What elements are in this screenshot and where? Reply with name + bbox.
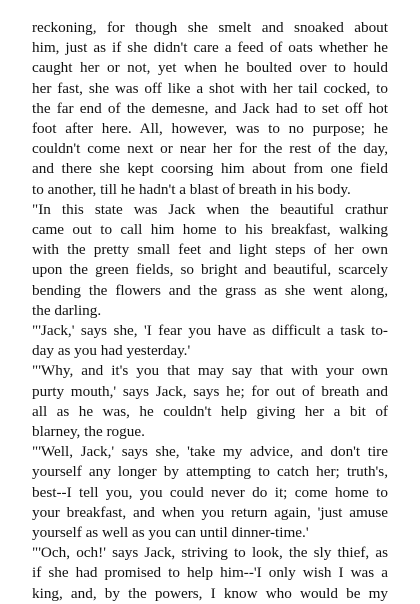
text-line: "'Jack,' says she, 'I fear you have as difficult a task to- (32, 322, 388, 340)
paragraph (32, 361, 388, 442)
text-line: best--I tell you, you could never do it; come home to (32, 483, 388, 501)
text-line: blarney, the rogue. (32, 423, 145, 441)
text-line: "'Och, och!' says Jack, striving to look, the sly thief, as (32, 544, 388, 562)
text-line: with the pretty small feet and light steps of her own (32, 241, 388, 259)
text-line: to another, till he hadn't a blast of breath in his body. (32, 180, 351, 198)
text-line: "'Well, Jack,' says she, 'take my advice, and don't tire (32, 443, 388, 461)
text-line: if she had promised to help him--'I only wish I was a (32, 564, 388, 582)
text-line: "In this state was Jack when the beautiful crathur (32, 200, 388, 218)
paragraph (32, 543, 388, 604)
text-line: bending the flowers and the grass as she went along, (32, 281, 388, 299)
text-line: day as you had yesterday.' (32, 342, 191, 360)
text-line: came out to call him home to his breakfast, walking (32, 221, 388, 239)
paragraph (32, 442, 388, 543)
text-line: all as he was, he couldn't help giving her a bit of (32, 402, 388, 420)
text-line: foot after here. All, however, was to no purpose; he (32, 120, 388, 138)
text-line: king, and, by the powers, I know who would be my (32, 584, 388, 602)
text-line: your breakfast, and when you return again, 'just amuse (32, 503, 388, 521)
text-line: "'Why, and it's you that may say that with your own (32, 362, 388, 380)
text-line: the far end of the demesne, and Jack had to set off hot (32, 99, 388, 117)
paragraph (32, 18, 388, 200)
paragraph (32, 321, 388, 361)
text-line: the darling. (32, 301, 102, 319)
text-line: him, just as if she didn't care a feed of oats whether he (32, 39, 388, 57)
text-line: upon the green fields, so bright and beautiful, scarcely (32, 261, 388, 279)
text-line: her fast, she was off like a shot with her tail cocked, to (32, 79, 388, 97)
text-line: yourself any longer by attempting to catch her; truth's, (32, 463, 388, 481)
text-line: couldn't come next or near her for the rest of the day, (32, 140, 388, 158)
text-line: purty mouth,' says Jack, says he; for out of breath and (32, 382, 388, 400)
page-body (32, 18, 388, 604)
text-line: and there she kept coorsing him about from one field (32, 160, 388, 178)
paragraph (32, 200, 388, 321)
text-line: reckoning, for though she smelt and snoaked about (32, 19, 388, 36)
text-line: caught her or not, yet when he boulted over to hould (32, 59, 388, 77)
text-line: yourself as well as you can until dinner-time.' (32, 524, 309, 542)
